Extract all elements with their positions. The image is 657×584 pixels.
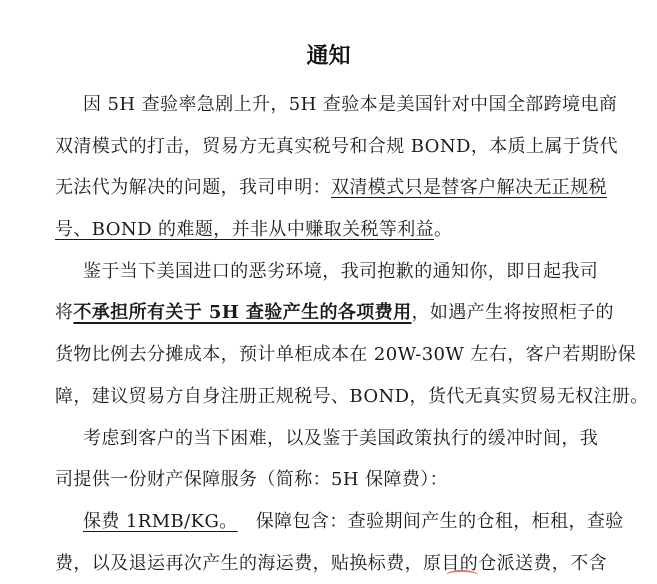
declaration-lead-text: 无法代为解决的问题，我司申明：	[55, 177, 331, 199]
paragraph-2-start: 将	[55, 302, 74, 324]
declaration-underlined-text: 双清模式只是替客户解决无正规税	[331, 177, 607, 199]
paragraph-4-line-1	[55, 501, 624, 543]
paragraph-2-line-3: 货物比例去分摊成本，预计单柜成本在 20W-30W 左右，客户若期盼保	[55, 344, 637, 366]
notice-body	[55, 84, 649, 584]
paragraph-2-line-2	[55, 292, 614, 334]
period: 。	[434, 219, 453, 241]
no-liability-statement: 不承担所有关于 5H 查验产生的各项费用	[73, 302, 412, 324]
paragraph-1-line-1: 因 5H 查验率急剧上升，5H 查验本是美国针对中国全部跨境电商	[83, 94, 618, 115]
notice-title: 通知	[306, 44, 351, 69]
paragraph-1-line-4	[55, 209, 607, 251]
paragraph-1-line-3	[55, 167, 607, 209]
paragraph-2-line-2-end: ，如遇产生将按照柜子的	[411, 302, 614, 324]
paragraph-1-line-2: 双清模式的打击，贸易方无真实税号和合规 BOND，本质上属于货代	[55, 135, 619, 157]
coverage-description: 保障包含：查验期间产生的仓租，柜租，查验	[255, 510, 624, 532]
declaration-underlined-text-cont: 号、BOND 的难题，并非从中赚取关税等利益	[55, 219, 435, 241]
paragraph-2-line-1: 鉴于当下美国进口的恶劣环境，我司抱歉的通知你，即日起我司	[83, 260, 599, 282]
paragraph-4-line-2: 费，以及退运再次产生的海运费，贴换标费，原目的仓派送费，不含	[55, 552, 607, 574]
stamp-edge-mark	[446, 570, 478, 580]
paragraph-3-line-2: 司提供一份财产保障服务（简称：5H 保障费）：	[55, 469, 449, 491]
paragraph-2-line-4: 障，建议贸易方自身注册正规税号、BOND，货代无真实贸易无权注册。	[55, 385, 649, 407]
paragraph-3-line-1: 考虑到客户的当下困难，以及鉴于美国政策执行的缓冲时间，我	[83, 427, 599, 449]
premium-rate: 保费 1RMB/KG。	[83, 510, 238, 532]
